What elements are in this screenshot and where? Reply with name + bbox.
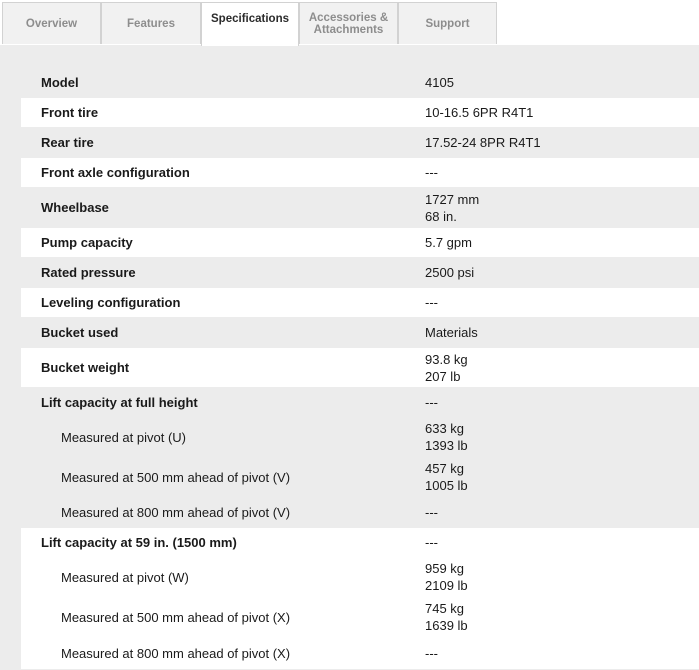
spec-label: Measured at pivot (W) (61, 569, 189, 585)
tab-support-label: Support (425, 17, 470, 30)
spec-label: Bucket used (41, 325, 119, 340)
spec-value: --- (425, 295, 438, 310)
tab-features-label: Features (127, 17, 175, 30)
spec-label: Model (41, 75, 79, 90)
spec-label: Pump capacity (41, 235, 133, 250)
spec-label: Measured at 500 mm ahead of pivot (X) (61, 609, 291, 625)
spec-row-bucket-used (21, 318, 699, 347)
spec-row-front-axle (21, 158, 699, 187)
spec-label: Front tire (41, 105, 99, 120)
tab-specifications-label: Specifications (211, 13, 289, 25)
spec-label: Rated pressure (41, 265, 136, 280)
spec-label: Measured at 800 mm ahead of pivot (V) (61, 504, 291, 520)
spec-row-pump-capacity (21, 228, 699, 257)
spec-label: Front axle configuration (41, 165, 190, 180)
spec-row-rated-pressure (21, 258, 699, 287)
spec-row-rear-tire (21, 128, 699, 157)
spec-value: 5.7 gpm (425, 235, 472, 250)
spec-label: Measured at 800 mm ahead of pivot (X) (61, 645, 291, 661)
spec-label: Bucket weight (41, 360, 130, 375)
spec-row-leveling (21, 288, 699, 317)
spec-value: 10-16.5 6PR R4T1 (425, 105, 534, 120)
spec-label: Rear tire (41, 135, 94, 150)
spec-row-500mm-x (21, 597, 699, 637)
spec-value: --- (425, 504, 438, 520)
spec-value: 633 kg 1393 lb (425, 421, 468, 453)
spec-row-pivot-w (21, 557, 699, 597)
spec-value: 2500 psi (425, 265, 475, 280)
spec-value: --- (425, 645, 438, 661)
spec-row-500mm-v (21, 457, 699, 497)
spec-row-bucket-weight (21, 348, 699, 387)
spec-label: Measured at 500 mm ahead of pivot (V) (61, 469, 291, 485)
spec-label: Lift capacity at full height (41, 395, 198, 410)
spec-label: Lift capacity at 59 in. (1500 mm) (41, 535, 237, 550)
spec-value: 745 kg 1639 lb (425, 601, 468, 633)
spec-row-model (21, 68, 699, 97)
specifications-panel (0, 45, 699, 670)
spec-row-front-tire (21, 98, 699, 127)
tab-overview-label: Overview (25, 17, 78, 30)
tab-accessories-attachments[interactable] (299, 2, 398, 44)
spec-row-pivot-u (21, 417, 699, 457)
tab-bar (0, 0, 699, 46)
spec-value: 17.52-24 8PR R4T1 (425, 135, 541, 150)
spec-row-lift-full-height (21, 388, 699, 417)
spec-value: --- (425, 395, 438, 410)
spec-value: --- (425, 165, 438, 180)
spec-label: Measured at pivot (U) (61, 429, 186, 445)
spec-row-wheelbase (21, 188, 699, 227)
spec-value: Materials (425, 325, 478, 340)
spec-value: 959 kg 2109 lb (425, 561, 468, 593)
spec-value: 4105 (425, 75, 454, 90)
tab-support[interactable] (398, 2, 497, 44)
tab-overview[interactable] (2, 2, 101, 44)
spec-value: --- (425, 535, 438, 550)
spec-value: 1727 mm 68 in. (425, 191, 480, 224)
spec-row-800mm-x (21, 637, 699, 669)
spec-label: Wheelbase (41, 200, 109, 215)
tab-features[interactable] (101, 2, 201, 44)
spec-value: 93.8 kg 207 lb (425, 351, 468, 384)
spec-label: Leveling configuration (41, 295, 181, 310)
tab-accessories-label-line1: Accessories & (308, 11, 389, 24)
tab-specifications[interactable] (201, 2, 299, 46)
spec-row-800mm-v (21, 497, 699, 527)
tab-accessories-label-line2: Attachments (313, 23, 384, 36)
spec-row-lift-59in (21, 528, 699, 557)
spec-value: 457 kg 1005 lb (425, 461, 468, 493)
